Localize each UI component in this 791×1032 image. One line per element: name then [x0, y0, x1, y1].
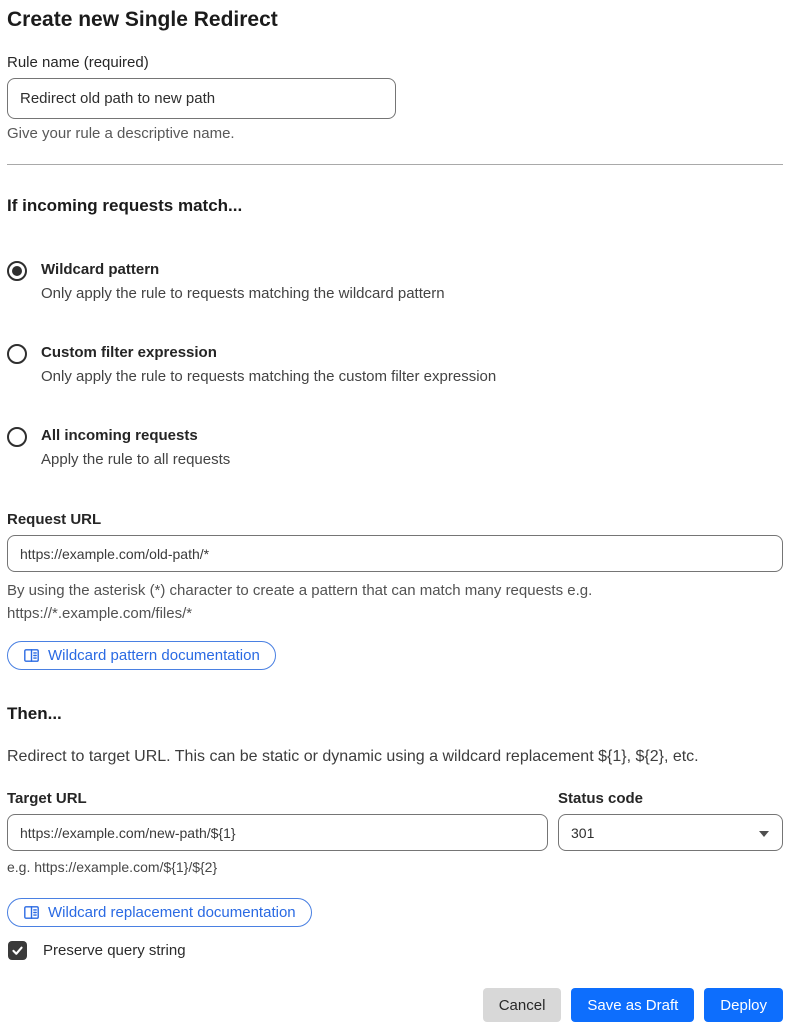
radio-button-icon[interactable]	[7, 427, 27, 447]
status-code-label: Status code	[558, 790, 644, 807]
wildcard-pattern-docs-label: Wildcard pattern documentation	[48, 647, 260, 664]
request-url-helper-line2: https://*.example.com/files/*	[7, 605, 193, 622]
radio-option-label: All incoming requests	[41, 427, 198, 444]
wildcard-replacement-docs-label: Wildcard replacement documentation	[48, 904, 296, 921]
radio-option-description: Only apply the rule to requests matching the custom filter expression	[41, 368, 497, 385]
cancel-button[interactable]: Cancel	[483, 988, 562, 1022]
radio-option-label: Wildcard pattern	[41, 261, 160, 278]
then-section-heading: Then...	[7, 704, 62, 723]
target-url-input[interactable]	[7, 814, 548, 851]
radio-option-label: Custom filter expression	[41, 344, 217, 361]
page-title: Create new Single Redirect	[7, 8, 278, 31]
radio-option-description: Apply the rule to all requests	[41, 451, 231, 468]
request-url-helper	[7, 579, 783, 625]
checkmark-icon	[11, 944, 24, 957]
book-icon	[23, 647, 40, 664]
radio-button-icon[interactable]	[7, 344, 27, 364]
target-status-row	[7, 790, 783, 876]
match-section-heading: If incoming requests match...	[7, 196, 243, 215]
target-url-helper: e.g. https://example.com/${1}/${2}	[7, 859, 218, 875]
section-divider	[7, 164, 783, 165]
radio-option-all-requests[interactable]	[7, 426, 783, 469]
then-section-description: Redirect to target URL. This can be static or dynamic using a wildcard replacement ${1}, ${2}, etc.	[7, 748, 699, 765]
target-url-label: Target URL	[7, 790, 87, 807]
rule-name-label: Rule name (required)	[7, 54, 149, 71]
wildcard-replacement-docs-button[interactable]	[7, 898, 312, 927]
chevron-down-icon	[759, 831, 769, 837]
radio-button-icon[interactable]	[7, 261, 27, 281]
book-icon	[23, 904, 40, 921]
request-url-label: Request URL	[7, 511, 102, 528]
preserve-query-checkbox[interactable]	[8, 941, 27, 960]
rule-name-input[interactable]	[7, 78, 396, 119]
request-url-helper-line1: By using the asterisk (*) character to create a pattern that can match many requests e.g.	[7, 582, 593, 599]
preserve-query-label: Preserve query string	[43, 942, 186, 959]
radio-option-custom-filter[interactable]	[7, 343, 783, 386]
rule-name-helper: Give your rule a descriptive name.	[7, 125, 235, 142]
status-code-select[interactable]	[558, 814, 783, 851]
deploy-button[interactable]: Deploy	[704, 988, 783, 1022]
status-code-value: 301	[571, 824, 595, 841]
form-actions	[7, 988, 783, 1022]
wildcard-pattern-docs-button[interactable]	[7, 641, 276, 670]
match-type-radio-group	[7, 260, 783, 469]
save-as-draft-button[interactable]: Save as Draft	[571, 988, 694, 1022]
preserve-query-row[interactable]	[7, 941, 783, 960]
radio-option-wildcard-pattern[interactable]	[7, 260, 783, 303]
request-url-input[interactable]	[7, 535, 783, 572]
radio-option-description: Only apply the rule to requests matching the wildcard pattern	[41, 285, 445, 302]
